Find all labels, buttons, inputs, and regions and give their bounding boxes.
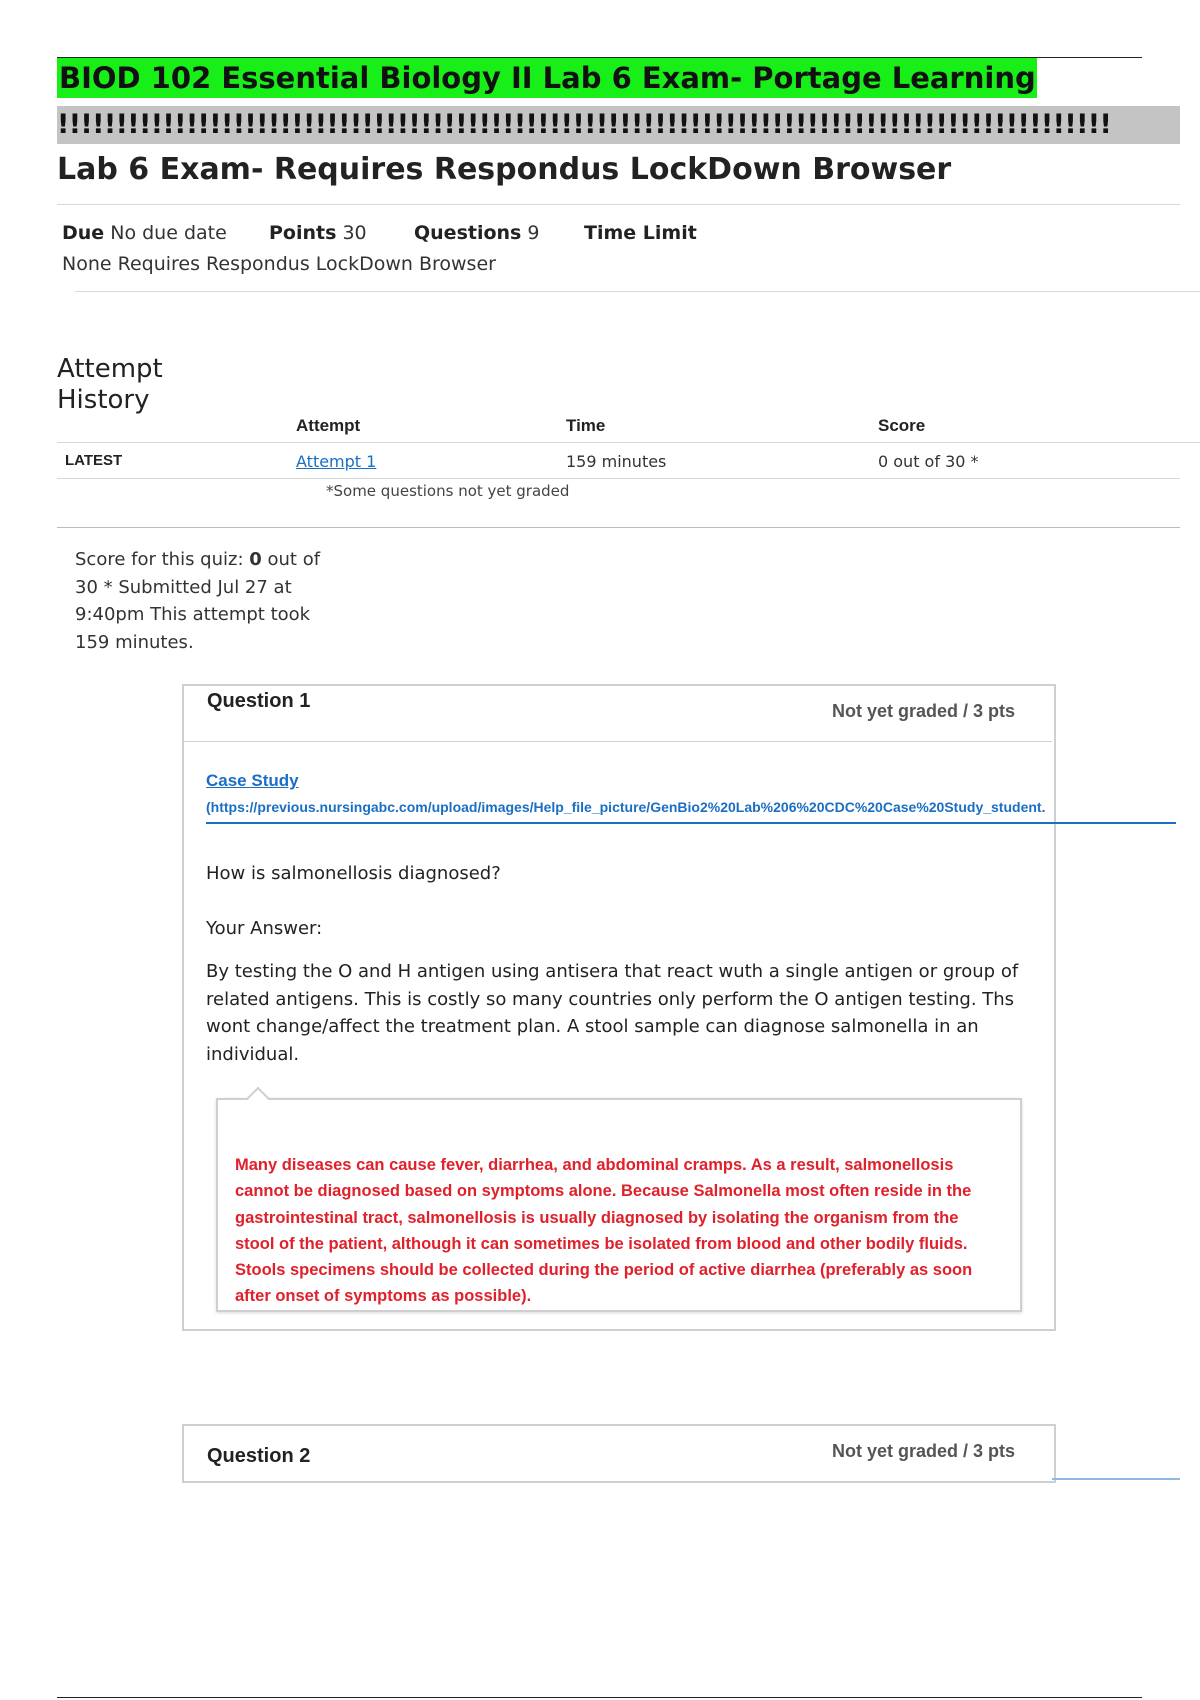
case-url-underline <box>206 822 1176 824</box>
table-row-divider <box>57 478 1180 479</box>
questions-meta <box>414 222 540 244</box>
points-label: Points <box>269 222 337 244</box>
questions-label: Questions <box>414 222 522 244</box>
due-label: Due <box>62 222 105 244</box>
lockdown-requirement: None Requires Respondus LockDown Browser <box>62 253 496 275</box>
score-rest: out of 30 * Submitted Jul 27 at 9:40pm This attempt took 159 minutes. <box>75 549 321 653</box>
grader-comment: Many diseases can cause fever, diarrhea, and abdominal cramps. As a result, salmonellosis cannot be diagnosed based on symptoms alone. Because Salmonella most often reside in the gastrointestinal tract, salmonellosis is usually diagnosed by isolating the organism from the stool of the patient, although it can sometimes be isolated from blood and other bodily fluids. Stools specimens should be collected during the period of active diarrhea (preferably as soon after onset of symptoms as possible). <box>235 1156 973 1306</box>
case-study-link[interactable]: Case Study <box>206 771 299 790</box>
attempt-score: 0 out of 30 * <box>878 452 979 471</box>
exam-title: Lab 6 Exam- Requires Respondus LockDown Browser <box>57 152 952 187</box>
question-1-prompt: How is salmonellosis diagnosed? <box>206 863 501 884</box>
attempt-history-line1: Attempt <box>57 354 163 384</box>
section-divider <box>57 527 1180 528</box>
bottom-rule <box>57 1697 1142 1698</box>
score-value: 0 <box>249 549 262 570</box>
meta-divider <box>75 291 1200 292</box>
attempt-1-link[interactable]: Attempt 1 <box>296 452 377 471</box>
questions-value: 9 <box>527 222 540 244</box>
due-value: No due date <box>110 222 227 244</box>
question-1-title: Question 1 <box>207 690 311 712</box>
your-answer-label: Your Answer: <box>206 918 323 939</box>
col-header-score: Score <box>878 416 926 435</box>
bang-line: !!!!!!!!!!!!!!!!!!!!!!!!!!!!!!!!!!!!!!!!!!!!!!!!!!!!!!!!!!!!!!!!!!!!!!!!!!!!!!!!!!!!!!!!!! <box>57 106 1180 144</box>
score-prefix: Score for this quiz: <box>75 549 250 570</box>
table-header-divider <box>57 442 1200 443</box>
question-2-points: Not yet graded / 3 pts <box>832 1441 1016 1461</box>
question-1-answer: By testing the O and H antigen using antisera that react wuth a single antigen or group of related antigens. This is costly so many countries only perform the O antigen testing. Ths wont change/affect the treatment plan. A stool sample can diagnose salmonella in an individual. <box>206 961 1019 1065</box>
due-meta <box>62 222 227 244</box>
points-value: 30 <box>342 222 367 244</box>
time-limit-meta <box>584 222 697 244</box>
question-2-accent-line <box>1052 1478 1180 1480</box>
document-title: BIOD 102 Essential Biology II Lab 6 Exam- Portage Learning <box>57 58 1037 98</box>
attempt-history-line2: History <box>57 385 150 415</box>
question-2-title: Question 2 <box>207 1445 311 1467</box>
case-study-url[interactable]: (https://previous.nursingabc.com/upload/images/Help_file_picture/GenBio2%20Lab%206%20CDC%20Case%20Study_student. <box>206 799 1046 815</box>
title-divider <box>57 204 1180 205</box>
points-meta <box>269 222 367 244</box>
score-summary <box>75 546 335 656</box>
col-header-time: Time <box>566 416 606 435</box>
attempt-time: 159 minutes <box>566 452 667 471</box>
col-header-attempt: Attempt <box>296 416 361 435</box>
question-1-header-divider <box>184 741 1052 742</box>
question-1-points: Not yet graded / 3 pts <box>832 701 1016 721</box>
time-limit-label: Time Limit <box>584 222 697 244</box>
latest-label: LATEST <box>65 452 123 469</box>
attempt-history-heading <box>57 354 163 416</box>
grading-note: *Some questions not yet graded <box>326 482 570 500</box>
